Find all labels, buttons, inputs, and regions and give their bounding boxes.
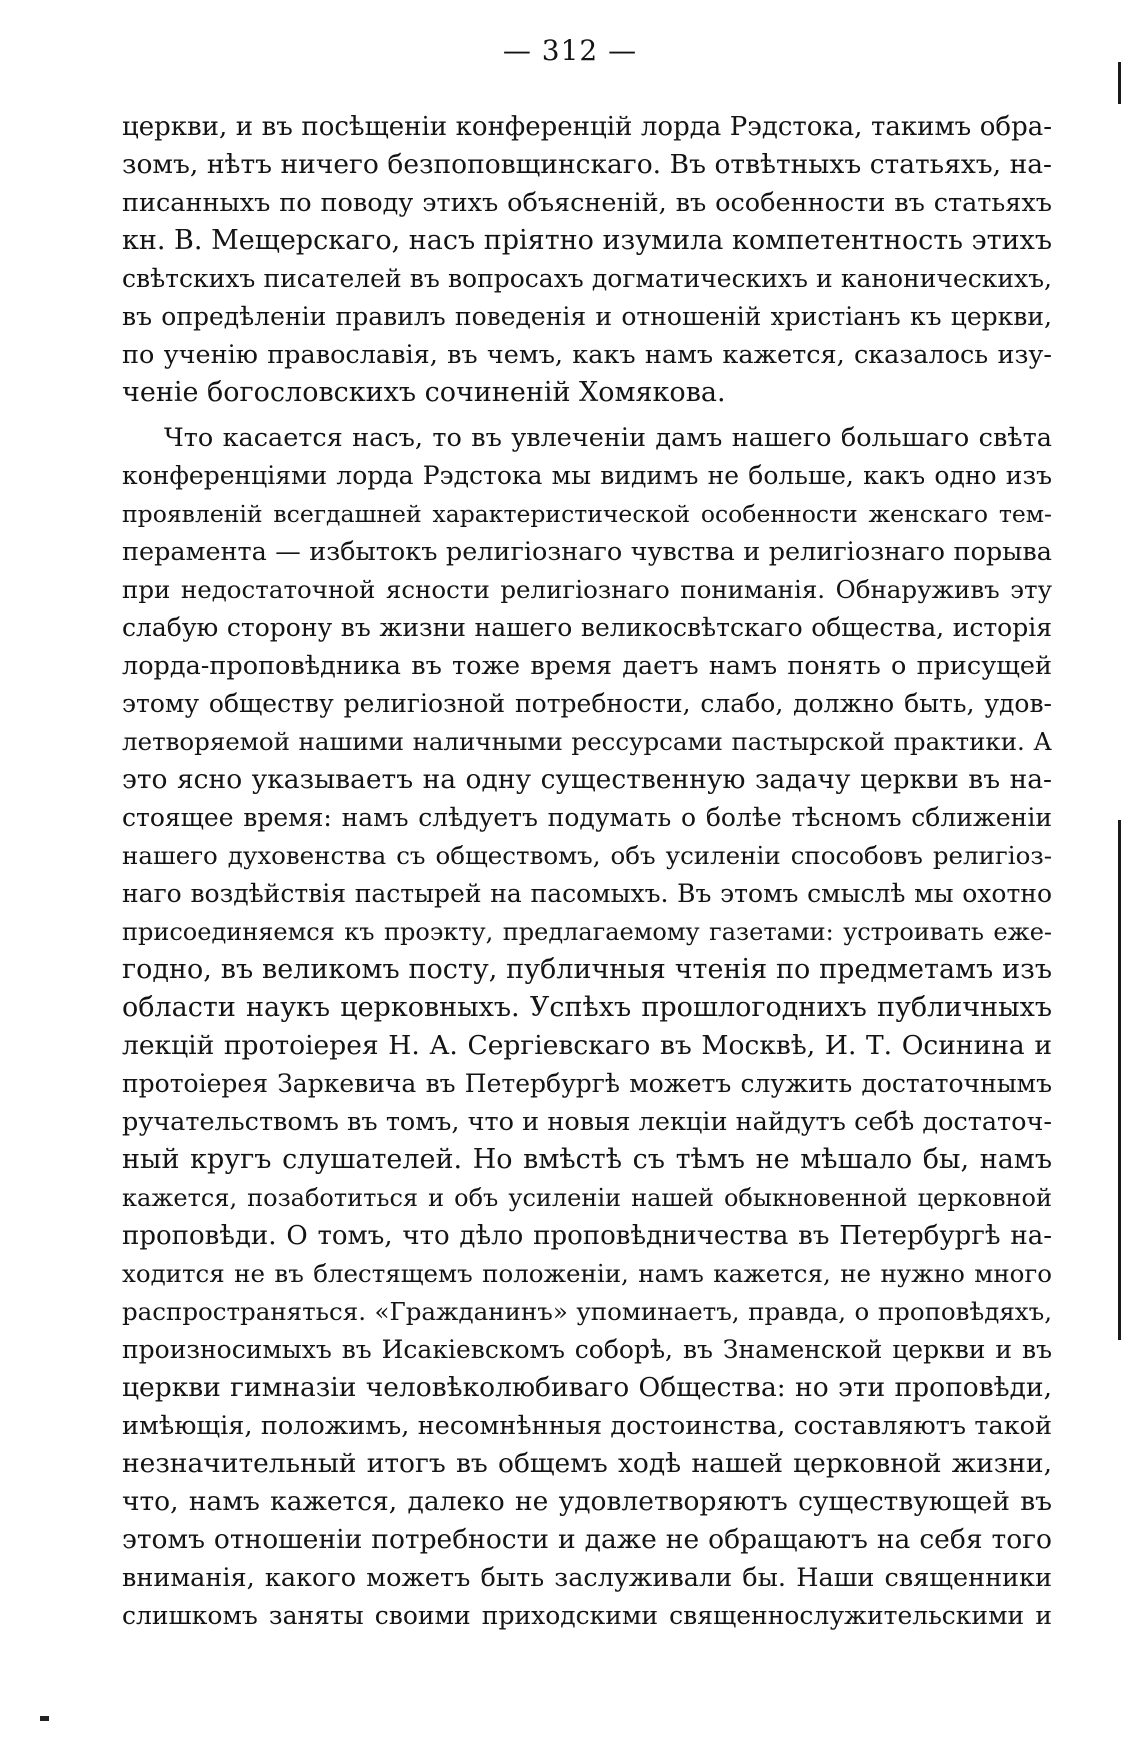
paragraph (122, 419, 1052, 1635)
text-line: въ опредѣленіи правилъ поведенія и отношеній христіанъ къ церкви, (122, 302, 1052, 331)
text-line: наго воздѣйствія пастырей на пасомыхъ. Въ этомъ смыслѣ мы охотно (122, 879, 1052, 908)
text-line: зомъ, нѣтъ ничего безпоповщинскаго. Въ отвѣтныхъ статьяхъ, на- (122, 149, 1052, 180)
text-line: проповѣди. О томъ, что дѣло проповѣдничества въ Петербургѣ на- (122, 1221, 1052, 1251)
text-line: протоіерея Заркевича въ Петербургѣ можетъ служить достаточнымъ (122, 1069, 1052, 1098)
text-line: ный кругъ слушателей. Но вмѣстѣ съ тѣмъ не мѣшало бы, намъ (122, 1144, 1052, 1175)
text-line: это ясно указываетъ на одну существенную задачу церкви въ на- (122, 764, 1052, 795)
text-line: области наукъ церковныхъ. Успѣхъ прошлогоднихъ публичныхъ (122, 992, 1052, 1023)
text-line: присоединяемся къ проэкту, предлагаемому газетами: устроивать еже- (122, 918, 1052, 946)
paragraph (122, 108, 1052, 412)
text-line: перамента — избытокъ религіознаго чувства и религіознаго порыва (122, 537, 1052, 567)
page-number: — 312 — (502, 34, 638, 67)
text-line: нашего духовенства съ обществомъ, объ усиленіи способовъ религіоз- (122, 841, 1052, 870)
text-line: незначительный итогъ въ общемъ ходѣ нашей церковной жизни, (122, 1448, 1052, 1479)
scan-margin-mark (1118, 62, 1121, 104)
text-line: при недостаточной ясности религіознаго пониманія. Обнаруживъ эту (122, 575, 1052, 604)
text-line: годно, въ великомъ посту, публичныя чтенія по предметамъ изъ (122, 954, 1052, 985)
text-line: произносимыхъ въ Исакіевскомъ соборѣ, въ Знаменской церкви и въ (122, 1335, 1052, 1364)
text-line: распространяться. «Гражданинъ» упоминаетъ, правда, о проповѣдяхъ, (122, 1297, 1052, 1326)
text-line: что, намъ кажется, далеко не удовлетворяютъ существующей въ (122, 1486, 1052, 1517)
text-line: этомъ отношеніи потребности и даже не обращаютъ на себя того (122, 1524, 1052, 1555)
text-line: стоящее время: намъ слѣдуетъ подумать о болѣе тѣсномъ сближеніи (122, 803, 1052, 832)
text-line: свѣтскихъ писателей въ вопросахъ догматическихъ и каноническихъ, (122, 264, 1052, 293)
text-line: лорда-проповѣдника въ тоже время даетъ намъ понять о присущей (122, 651, 1052, 681)
text-line: церкви гимназіи человѣколюбиваго Общества: но эти проповѣди, (122, 1372, 1052, 1403)
text-line: ходится не въ блестящемъ положеніи, намъ кажется, не нужно много (122, 1259, 1052, 1288)
text-line: церкви, и въ посѣщеніи конференцій лорда Рэдстока, такимъ обра- (122, 112, 1052, 142)
text-line: Что касается насъ, то въ увлеченіи дамъ нашего большаго свѣта (164, 423, 1052, 453)
text-line: имѣющія, положимъ, несомнѣнныя достоинства, составляютъ такой (122, 1411, 1052, 1441)
scan-margin-mark (1118, 820, 1121, 1340)
text-line: проявленій всегдашней характеристической особенности женскаго тем- (122, 500, 1052, 528)
scan-speck (40, 1716, 49, 1721)
text-line: кн. В. Мещерскаго, насъ пріятно изумила компетентность этихъ (122, 225, 1052, 256)
text-line: ручательствомъ въ томъ, что и новыя лекціи найдутъ себѣ достаточ- (122, 1107, 1052, 1137)
text-line: ченіе богословскихъ сочиненій Хомякова. (122, 377, 726, 408)
text-line: слишкомъ заняты своими приходскими священнослужительскими и (122, 1601, 1052, 1630)
text-line: лекцій протоіерея Н. А. Сергіевскаго въ Москвѣ, И. Т. Осинина и (122, 1030, 1052, 1061)
text-line: слабую сторону въ жизни нашего великосвѣтскаго общества, исторія (122, 613, 1052, 642)
text-line: этому обществу религіозной потребности, слабо, должно быть, удов- (122, 689, 1052, 718)
paragraph-gap (122, 412, 1052, 419)
body-text (122, 108, 1052, 1635)
text-line: вниманія, какого можетъ быть заслуживали бы. Наши священники (122, 1563, 1052, 1593)
text-line: конференціями лорда Рэдстока мы видимъ не больше, какъ одно изъ (122, 461, 1052, 490)
text-line: по ученію православія, въ чемъ, какъ намъ кажется, сказалось изу- (122, 340, 1052, 370)
text-line: кажется, позаботиться и объ усиленіи нашей обыкновенной церковной (122, 1184, 1052, 1212)
text-line: летворяемой нашими наличными рессурсами пастырской практики. А (122, 727, 1052, 756)
text-line: писанныхъ по поводу этихъ объясненій, въ особенности въ статьяхъ (122, 188, 1052, 218)
